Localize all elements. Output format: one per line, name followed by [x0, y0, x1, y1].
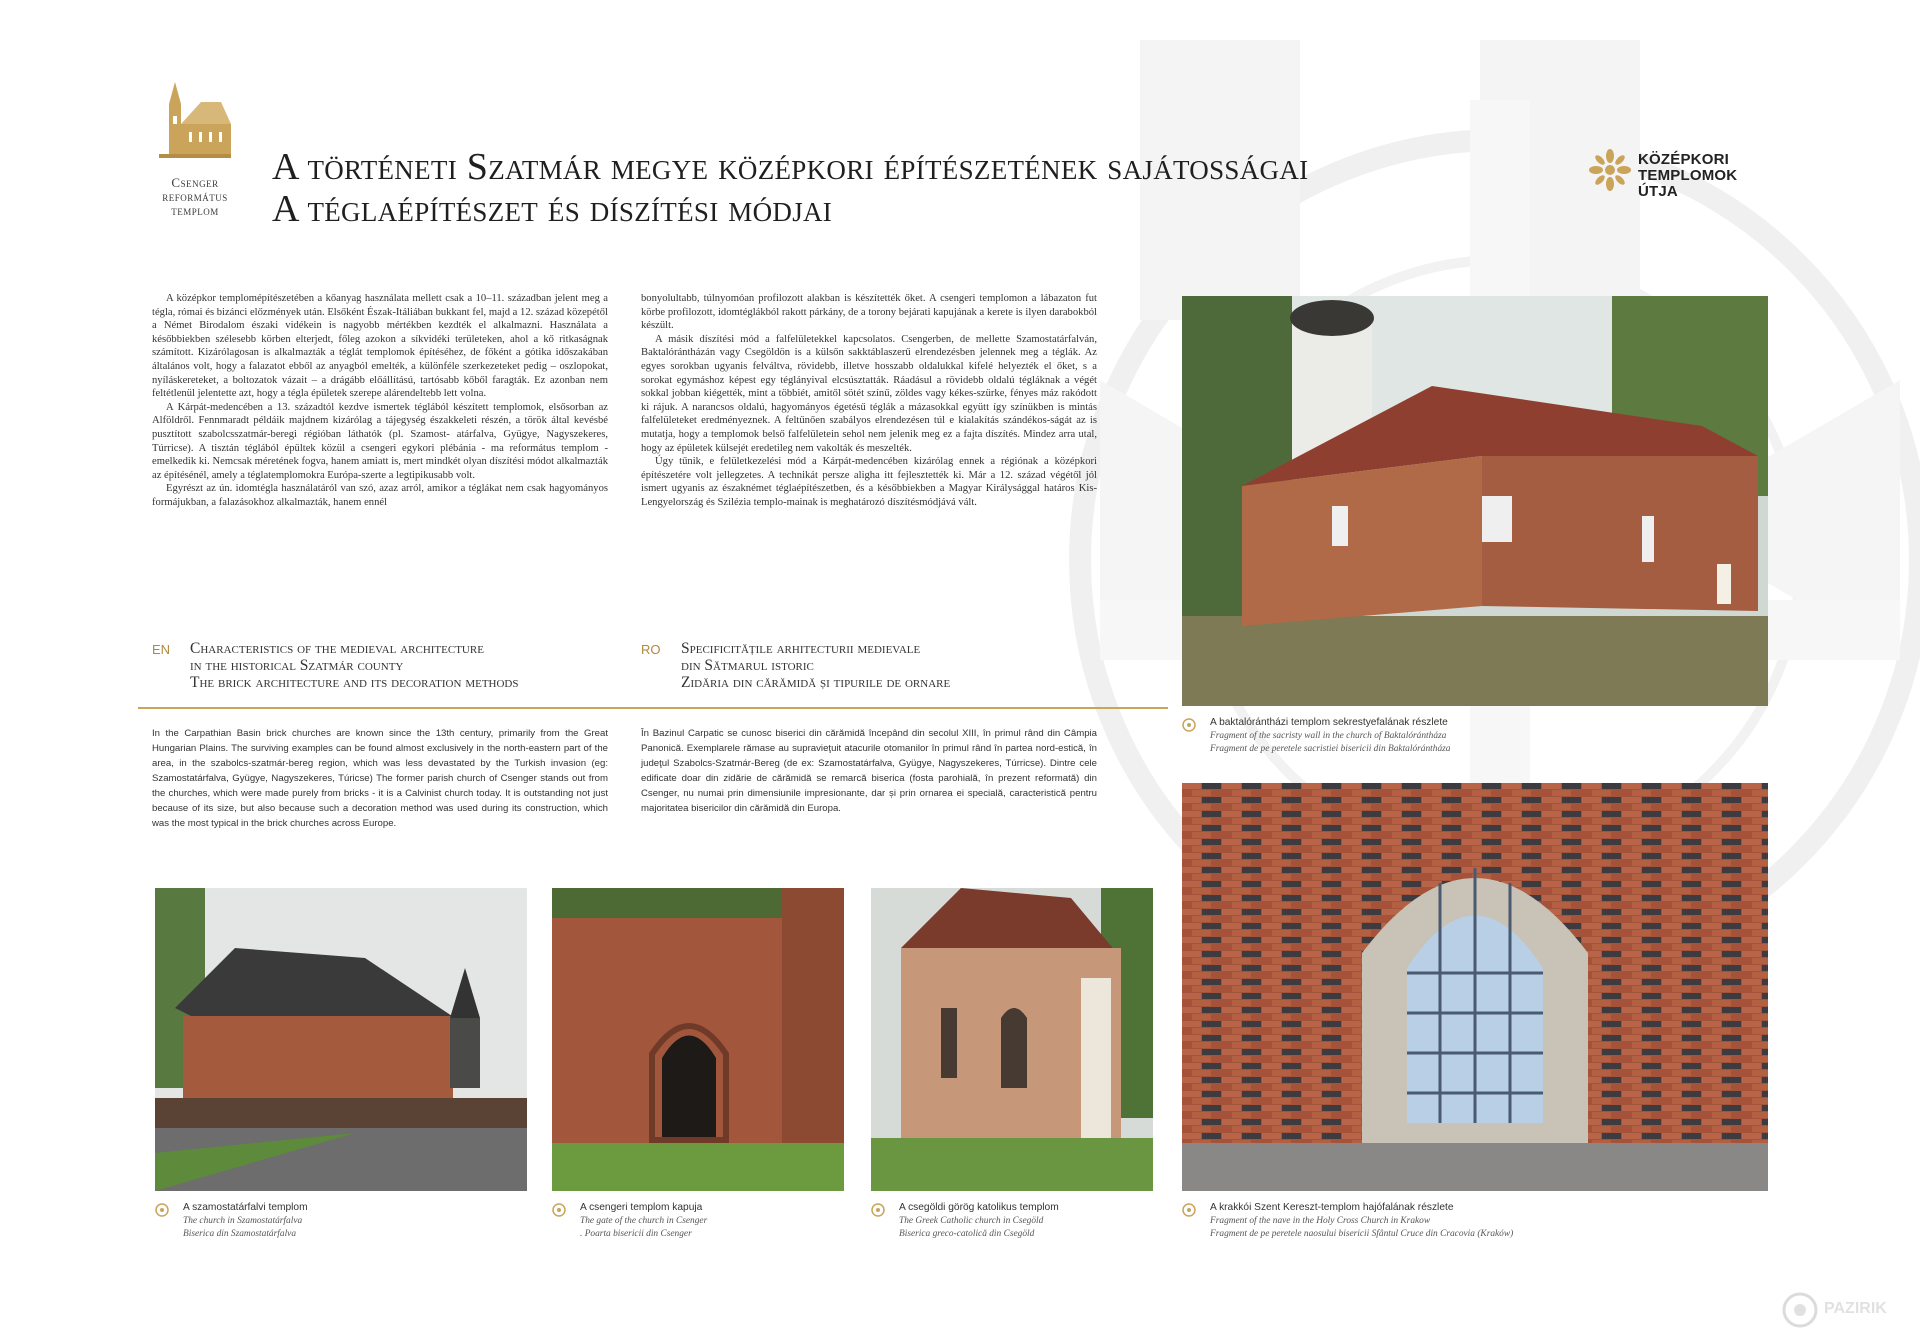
pazirik-label: PAZIRIK	[1824, 1300, 1887, 1317]
brand-line-1: KÖZÉPKORI	[1638, 151, 1729, 168]
caption-en: Fragment of the sacristy wall in the church of Baktalórántháza	[1210, 730, 1447, 741]
en-heading-line3: The brick architecture and its decoration methods	[190, 674, 519, 691]
caption-hu: A csegöldi görög katolikus templom	[899, 1202, 1059, 1213]
caption-ro: Biserica din Szamostatárfalva	[183, 1229, 297, 1239]
ro-heading-line1: Specificitățile arhitecturii medievale	[681, 640, 921, 657]
caption-en: Fragment of the nave in the Holy Cross Church in Krakow	[1210, 1215, 1431, 1226]
brand-line-2: TEMPLOMOK ÚTJA	[1638, 167, 1738, 200]
logo-caption-line2: református	[162, 189, 228, 204]
hu-paragraph: Úgy tűnik, e felületkezelési mód a Kárpát-medencében kizárólag ennek a régiónak a középkori építészetére volt jellegzetes. A technikát persze aligha itt fejlesztették ki. Már a 12. század végétől jól ismert ugyanis az északnémet téglaépítészetben, és a későbbiekben a Magyar Királysággal határos Kis-Lengyelország és Szilézia templo-mainak is meghatározó díszítésmódjává vált.	[641, 456, 1097, 508]
brand-logo	[1588, 148, 1778, 200]
hu-text-column-2	[641, 292, 1097, 510]
en-heading	[190, 640, 630, 691]
rosette-bullet-icon	[1182, 718, 1196, 732]
caption-hu: A szamostatárfalvi templom	[183, 1202, 308, 1213]
caption-ro: Fragment de pe peretele sacristiei bisericii din Baktalórántháza	[1210, 744, 1451, 754]
caption-szamostatarfalva	[155, 1201, 527, 1242]
caption-en: The gate of the church in Csenger	[580, 1215, 708, 1226]
ro-heading-line3: Zidăria din cărămidă și tipurile de ornare	[681, 674, 951, 691]
caption-ro: Fragment de pe peretele naosului bisericii Sfântul Cruce din Cracovia (Kraków)	[1210, 1229, 1514, 1239]
photo-csenger-gate	[552, 888, 844, 1191]
caption-hu: A baktalórántházi templom sekrestyefalának részlete	[1210, 717, 1448, 728]
caption-baktalorant	[1182, 716, 1768, 757]
en-heading-line1: Characteristics of the medieval architecture	[190, 640, 484, 657]
hu-text-column-1	[152, 292, 608, 510]
photo-szamostatarfalva-church	[155, 888, 527, 1191]
caption-csegold	[871, 1201, 1153, 1242]
ro-heading	[681, 640, 1121, 691]
title-line-1: A történeti Szatmár megye középkori építészetének sajátosságai	[272, 146, 1309, 188]
hu-paragraph: bonyolultabb, túlnyomóan profilozott alakban is készítették őket. A csengeri templomon a lábazaton fut körbe profilozott, idomtéglákból rakott párkány, de a torony bejárati kapujának a kerete is ilyen darabokból készült.	[641, 293, 1097, 332]
caption-hu: A csengeri templom kapuja	[580, 1202, 703, 1213]
hu-paragraph: A középkor templomépítészetében a kőanyag használata mellett csak a 10–11. században jelent meg a tégla, római és bizánci előzmények után. Elsőként Észak-Itáliában bukkant fel, majd a 12. század közepétől a Német Birodalom északi vidékein is nagyobb mértékben kezdték el alkalmazni. Használata a későbbiekben szélesebb körben elterjedt, főleg azokon a síkvidéki területeken, ahol a kő ritkaságnak számított. Kizárólagosan is alkalmazták a téglát templomok építéséhez, de főként a gótika időszakában általános volt, hogy a falazatot ebből az anyagból emelték, a különféle szerkezeteket pedig – oszlopokat, nyíláskereteket, a boltozatok vázait – a drágább előállítású, tartósabb kőből faragták. Ez azonban nem feltétlenül jelentette azt, hogy a tégla épületek szerepe alárendeltebb lett volna.	[152, 293, 608, 400]
caption-en: The Greek Catholic church in Csegöld	[899, 1215, 1044, 1226]
ro-language-code: RO	[641, 642, 661, 657]
logo-caption-line3: templom	[171, 203, 219, 218]
rosette-bullet-icon	[1182, 1203, 1196, 1217]
rosette-bullet-icon	[871, 1203, 885, 1217]
en-heading-line2: in the historical Szatmár county	[190, 657, 404, 674]
caption-krakow	[1182, 1201, 1768, 1242]
rosette-bullet-icon	[155, 1203, 169, 1217]
en-summary: In the Carpathian Basin brick churches are known since the 13th century, primarily from the Great Hungarian Plains. The surviving examples can be found almost exclusively in the north-eastern part of the area, in the szabolcs-szatmár-bereg region, which was less devastated by the Turkish invasion (eg: Szamostatárfalva, Gyügye, Nagyszekeres, Túricse) The former parish church of Csenger stands out from the churches, which were made purely from bricks - it is a Calvinist church today. It is outstanding not just because of its size, but also because such a decoration method was used during its construction, which was the most typical in the brick churches across Europe.	[152, 728, 608, 829]
caption-csenger-gate	[552, 1201, 844, 1242]
rosette-icon	[1588, 148, 1632, 192]
ro-heading-line2: din Sătmarul istoric	[681, 657, 814, 674]
section-divider	[138, 707, 1168, 709]
page-title	[272, 146, 1452, 230]
caption-en: The church in Szamostatárfalva	[183, 1215, 303, 1226]
photo-krakow-window	[1182, 783, 1768, 1191]
title-line-2: A téglaépítészet és díszítési módjai	[272, 188, 833, 230]
caption-ro: Biserica greco-catolică din Csegöld	[899, 1229, 1035, 1239]
church-icon	[155, 80, 235, 172]
hu-paragraph: Egyrészt az ún. idomtégla használatáról van szó, azaz arról, amikor a téglákat nem csak hagyományos formájukban, a falazásokhoz alkalmazták, hanem ennél	[152, 483, 608, 508]
en-language-code: EN	[152, 642, 171, 657]
hu-paragraph: A Kárpát-medencében a 13. századtól kezdve ismertek téglából készített templomok, elsősorban az Alföldről. Fennmaradt példáik majdnem kizárólag a tájegység északkeleti részén, a török által kevésbé pusztított szabolcsszatmár-beregi régióban láthatók (pl. Szamost- atárfalva, Gyügye, Nagyszekeres, Túrricse). A tisztán téglából épültek közül a csengeri egykori plébánia - ma református templom - emelkedik ki. Nemcsak méretének fogva, hanem amiatt is, mert mindkét olyan díszítési módot alkalmazták az építésénél, amely a téglatemplomokra Európa-szerte a legtipikusabb volt.	[152, 401, 608, 481]
photo-baktalorant-church	[1182, 296, 1768, 706]
logo-caption-line1: Csenger	[171, 175, 219, 190]
caption-ro: . Poarta bisericii din Csenger	[580, 1229, 692, 1239]
pazirik-logo-icon	[1780, 1290, 1820, 1330]
pazirik-watermark	[1780, 1290, 1900, 1330]
hu-paragraph: A másik díszítési mód a falfelületekkel kapcsolatos. Csengerben, de mellette Szamostatárfalván, Baktalórántházán vagy Csegöldön is a külsőn sakktáblaszerű elrendezésben jelennek meg a téglák. Az egyes sorokban ugyanis felváltva, rövidebb, illetve hosszabb oldalukkal kifelé helyezték el őket, s a sorokat egymáshoz képest egy téglányival elcsúsztatták. Ráadásul a rövidebb oldalú tégláknak a végét sokkal jobban kiégették, mint a többiét, amitől sötét színű, zöldes vagy kékes-szürke, fényes máz rakódott ki rájuk. A narancsos oldalú, hagyományos égetésű téglák a mázasokkal együtt így színükben is mintás falfelületeket eredményeznek. A feltűnően szabályos elrendezésen túl e kialakítás szándékos-ságát az is mutatja, hogy a templomok belső falfelületein sehol nem jelenik meg ez a fajta díszítés. Mindez arra utal, hogy az épületek külsejét eredetileg nem vakolták és meszelték.	[641, 333, 1097, 454]
rosette-bullet-icon	[552, 1203, 566, 1217]
caption-hu: A krakkói Szent Kereszt-templom hajófalának részlete	[1210, 1202, 1454, 1213]
ro-summary: În Bazinul Carpatic se cunosc biserici din cărămidă începând din secolul XIII, în primul rând din Câmpia Panonică. Exemplarele rămase au supravieţuit atacurile otomanilor în primul rând în partea nord-estică, în judeţul Szabolcs-Szatmár-Bereg (de ex: Szamostatárfalva, Gyügye, Nagyszekeres, Túrricse). Dintre cele edificate doar din zidărie de cărămidă se remarcă biserica (fosta parohială, în prezent reformată) din Csenger, nu numai prin dimensiunile impresionante, dar și prin ornarea ei specială, caracteristică pentru majoritatea bisericilor din cărămidă din Europa.	[641, 728, 1097, 814]
photo-csegold-church	[871, 888, 1153, 1191]
csenger-church-logo	[150, 80, 240, 230]
